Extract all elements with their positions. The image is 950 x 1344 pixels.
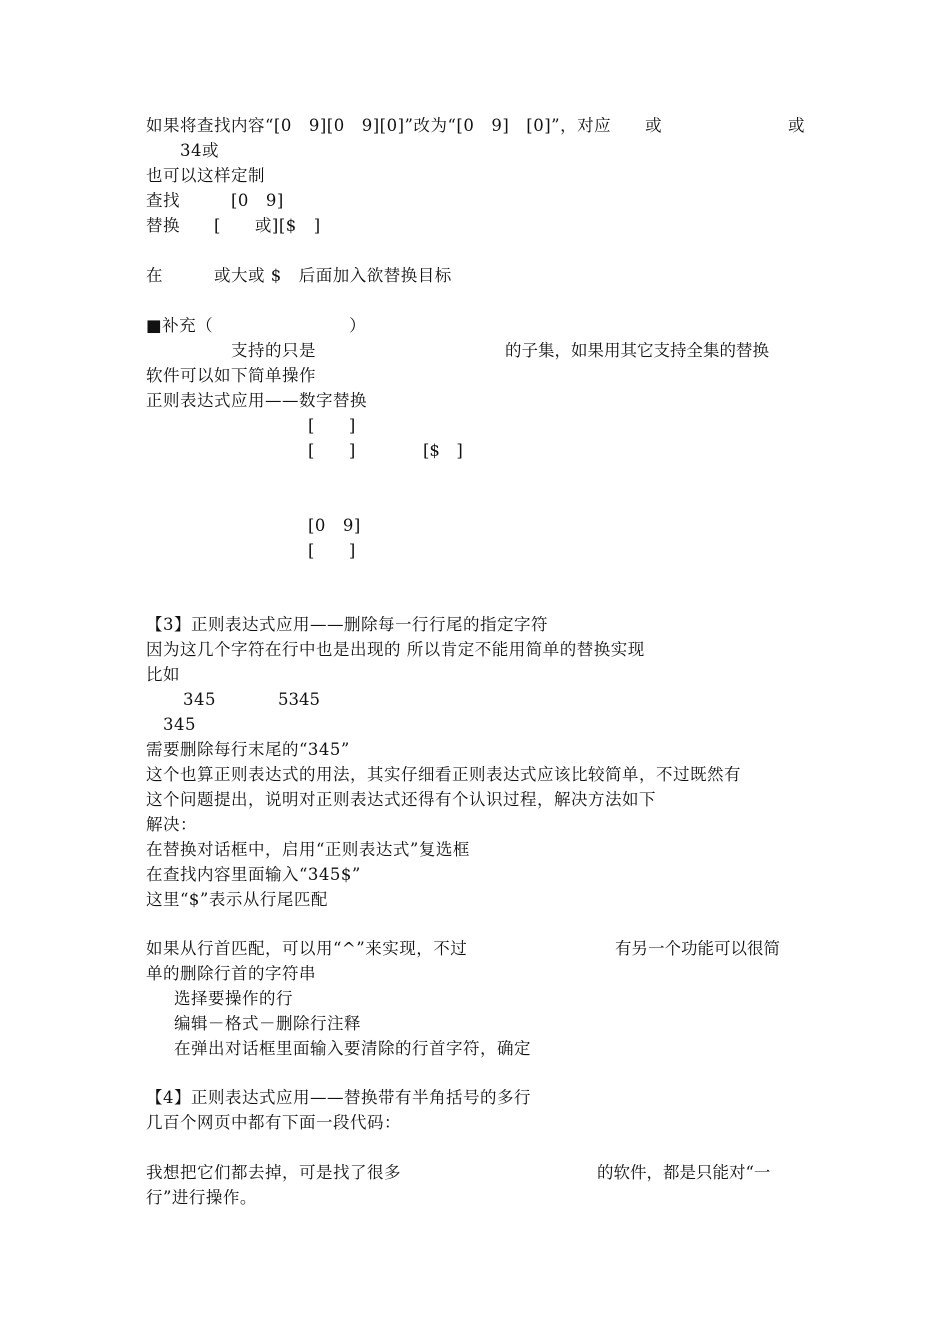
text-fragment: 5345 bbox=[278, 690, 320, 709]
text-line: [ ] bbox=[308, 441, 356, 460]
text-line: 几百个网页中都有下面一段代码： bbox=[146, 1113, 401, 1132]
text-line: [ ] bbox=[308, 416, 356, 435]
text-line: 345 bbox=[166, 690, 216, 709]
text-fragment: 或 bbox=[788, 116, 805, 135]
text-line: 如果将查找内容“[0 9][0 9][0]”改为“[0 9] [0]”，对应 或 bbox=[146, 116, 663, 135]
text-line: 这个问题提出，说明对正则表达式还得有个认识过程，解决方法如下 bbox=[146, 790, 656, 809]
text-line: 支持的只是 bbox=[146, 341, 316, 360]
text-line: 在弹出对话框里面输入要清除的行首字符，确定 bbox=[174, 1039, 531, 1058]
text-line: 比如 bbox=[146, 665, 180, 684]
text-line: 在查找内容里面输入“345$” bbox=[146, 865, 361, 884]
text-line: 也可以这样定制 bbox=[146, 166, 265, 185]
text-line: 替换 [ 或][$ ] bbox=[146, 216, 321, 235]
text-line: 正则表达式应用——数字替换 bbox=[146, 391, 367, 410]
section-heading: 【4】正则表达式应用——替换带有半角括号的多行 bbox=[146, 1088, 531, 1107]
text-line: [ ] bbox=[308, 541, 356, 560]
text-fragment: 的子集，如果用其它支持全集的替换 bbox=[505, 341, 769, 360]
text-line: 我想把它们都去掉，可是找了很多 bbox=[146, 1163, 401, 1182]
text-line: 34或 bbox=[146, 141, 219, 160]
text-line: 解决： bbox=[146, 815, 197, 834]
text-line: 因为这几个字符在行中也是出现的 所以肯定不能用简单的替换实现 bbox=[146, 640, 645, 659]
text-line: 在替换对话框中，启用“正则表达式”复选框 bbox=[146, 840, 470, 859]
text-fragment: [$ ] bbox=[423, 441, 463, 460]
text-line: [0 9] bbox=[308, 516, 361, 535]
section-heading: 【3】正则表达式应用——删除每一行行尾的指定字符 bbox=[146, 615, 548, 634]
text-line: 编辑－格式－删除行注释 bbox=[174, 1014, 361, 1033]
text-line: 软件可以如下简单操作 bbox=[146, 366, 316, 385]
text-line: 在 或大或 $ 后面加入欲替换目标 bbox=[146, 266, 452, 285]
text-line: 选择要操作的行 bbox=[174, 989, 293, 1008]
text-line: 查找 [0 9] bbox=[146, 191, 284, 210]
text-line: 行”进行操作。 bbox=[146, 1188, 257, 1207]
text-line: 这里“$”表示从行尾匹配 bbox=[146, 890, 328, 909]
text-line: 345 bbox=[146, 715, 196, 734]
text-line: 需要删除每行末尾的“345” bbox=[146, 740, 350, 759]
text-line: 这个也算正则表达式的用法，其实仔细看正则表达式应该比较简单，不过既然有 bbox=[146, 765, 741, 784]
text-fragment: 有另一个功能可以很简 bbox=[615, 939, 780, 958]
text-fragment: 的软件，都是只能对“一 bbox=[597, 1163, 771, 1182]
text-line: 如果从行首匹配，可以用“^”来实现，不过 bbox=[146, 939, 468, 958]
text-line: ■补充（ ） bbox=[146, 316, 367, 335]
text-line: 单的删除行首的字符串 bbox=[146, 964, 316, 983]
